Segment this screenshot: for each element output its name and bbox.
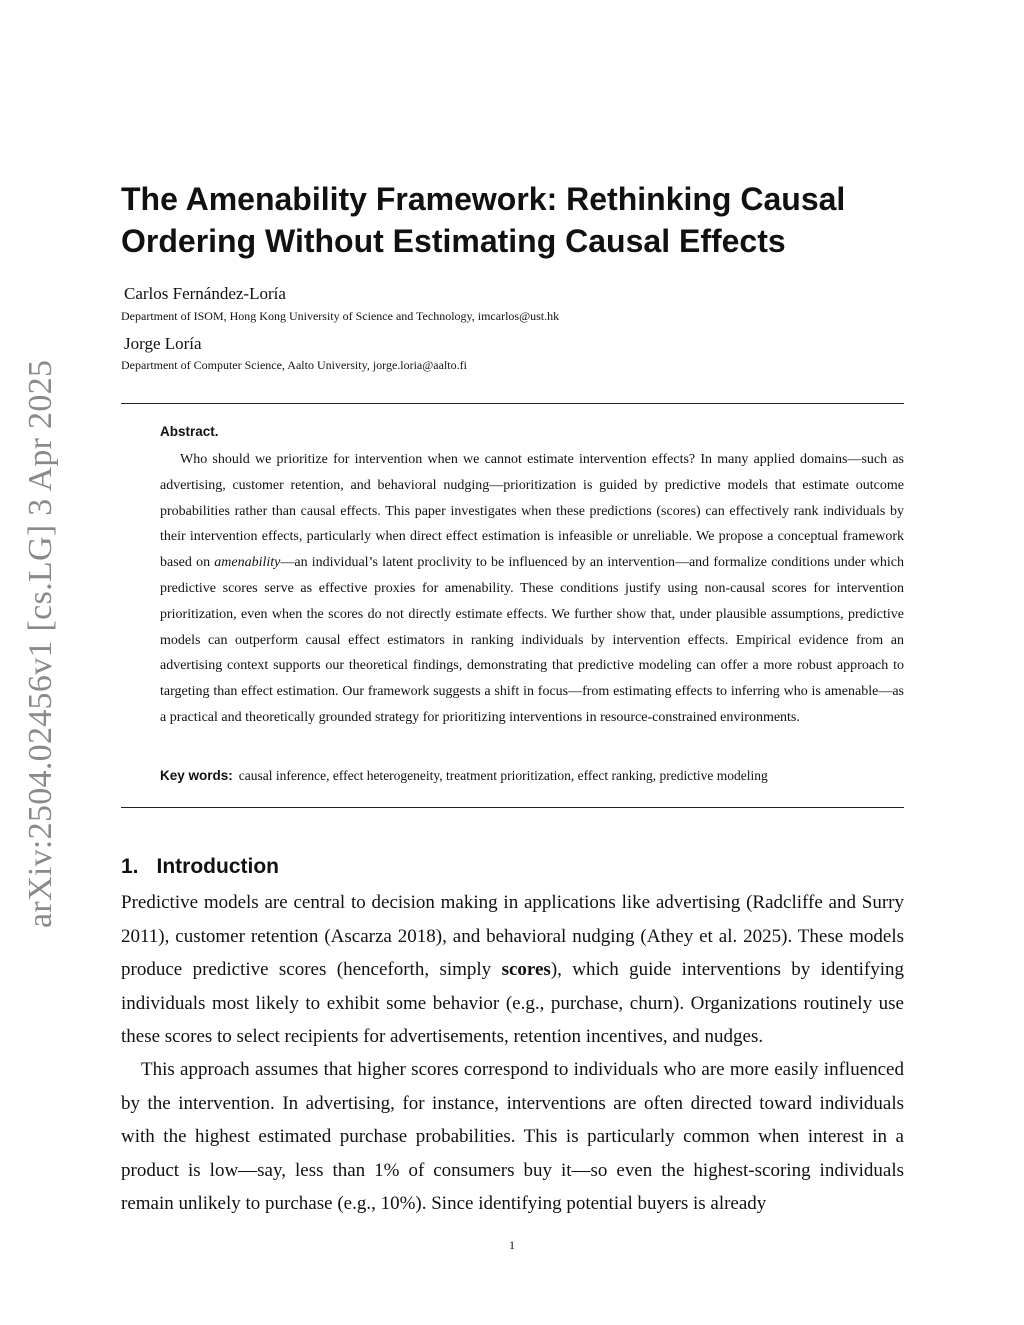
- author-name: Carlos Fernández-Loría: [124, 284, 286, 303]
- abstract-text: —an individual’s latent proclivity to be influenced by an intervention—and formalize conditions under which predictive scores serve as effective proxies for amenability. These conditions justify using non-causal scores for intervention prioritization, even when the scores do not directly estimate effects. We further show that, under plausible assumptions, predictive models can outperform causal effect estimators in ranking individuals by intervention effects. Empirical evidence from an advertising context supports our theoretical findings, demonstrating that predictive modeling can offer a more robust approach to targeting than effect estimation. Our framework suggests a shift in focus—from estimating effects to inferring who is amenable—as a practical and theoretically grounded strategy for prioritizing interventions in resource-constrained environments.: [160, 555, 904, 725]
- abstract-text: Who should we prioritize for intervention when we cannot estimate intervention effects? In many applied domains—such as advertising, customer retention, and behavioral nudging—prioritization is guided by predictive models that estimate outcome probabilities rather than causal effects. This paper investigates when these predictions (scores) can effectively rank individuals by their intervention effects, particularly when direct effect estimation is infeasible or unreliable. We propose a conceptual framework based on: [160, 452, 904, 571]
- author-affiliation: Department of Computer Science, Aalto University, jorge.loria@aalto.fi: [121, 358, 467, 372]
- keywords-label: Key words:: [160, 768, 233, 783]
- paragraph-text: ), which guide interventions by identifying individuals most likely to exhibit some behavior (e.g., purchase, churn). Organizations routinely use these scores to select recipients for advertisements, retention incentives, and nudges.: [121, 959, 904, 1047]
- bottom-divider: [121, 807, 904, 808]
- body-paragraph: This approach assumes that higher scores correspond to individuals who are more easily influenced by the intervention. In advertising, for instance, interventions are often directed toward individuals with the highest estimated purchase probabilities. This is particularly common when interest in a product is low—say, less than 1% of consumers buy it—so even the highest-scoring individuals remain unlikely to purchase (e.g., 10%). Since identifying potential buyers is already: [121, 1059, 904, 1214]
- keywords-text: causal inference, effect heterogeneity, treatment prioritization, effect ranking, predictive modeling: [238, 768, 768, 783]
- arxiv-identifier: arXiv:2504.02456v1 [cs.LG] 3 Apr 2025: [22, 359, 59, 928]
- paragraph-text: Predictive models are central to decision making in applications like advertising (Radcliffe and Surry 2011), customer retention (Ascarza 2018), and behavioral nudging (Athey et al. 2025). These models produce predictive scores (henceforth, simply: [121, 892, 904, 980]
- author-name: Jorge Loría: [124, 334, 202, 353]
- section-title: Introduction: [156, 855, 279, 878]
- body-paragraph: [121, 886, 904, 1054]
- top-divider: [121, 403, 904, 404]
- section-heading: [121, 855, 279, 879]
- keywords: [160, 768, 920, 784]
- abstract-body: [160, 447, 904, 731]
- author-affiliation: Department of ISOM, Hong Kong University of Science and Technology, imcarlos@ust.hk: [121, 309, 560, 323]
- section-number: 1.: [121, 855, 139, 878]
- paper-title: The Amenability Framework: Rethinking Causal Ordering Without Estimating Causal Effects: [121, 181, 846, 259]
- paragraph-bold-term: scores: [501, 959, 551, 980]
- abstract-heading: Abstract.: [160, 424, 219, 439]
- page-number: 1: [509, 1238, 515, 1252]
- abstract-emphasis: amenability: [214, 555, 281, 571]
